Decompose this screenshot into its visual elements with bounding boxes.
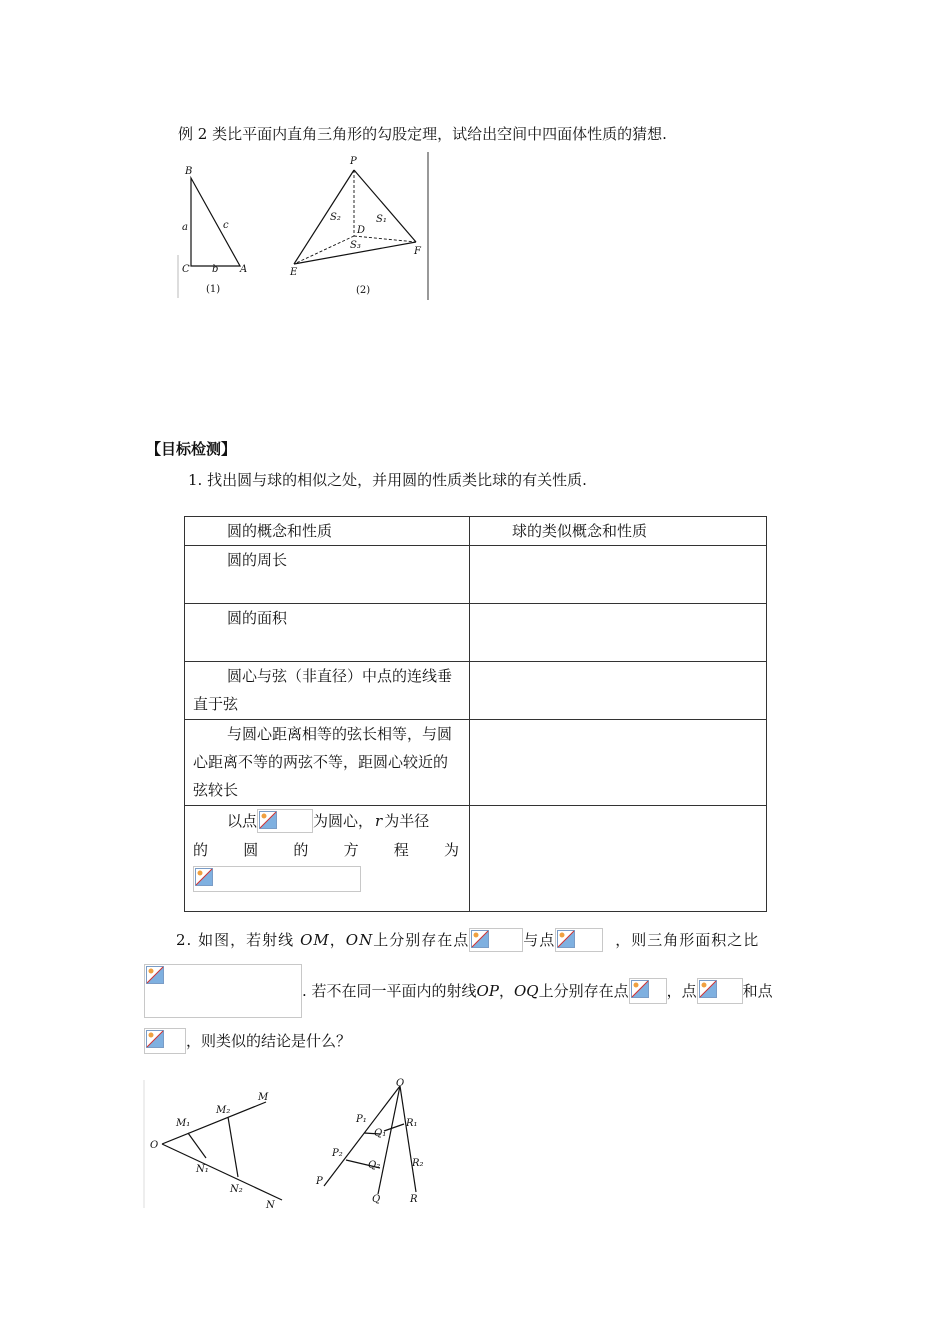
label-M1: M₁ — [176, 1118, 191, 1129]
label-A: A — [240, 264, 248, 275]
question-1-text: 1. 找出圆与球的相似之处，并用圆的性质类比球的有关性质. — [188, 471, 587, 489]
label-O-right: O — [396, 1078, 405, 1089]
image-placeholder — [469, 928, 523, 952]
label-F: F — [414, 246, 421, 257]
label-a: a — [182, 222, 188, 233]
label-M: M — [258, 1092, 269, 1103]
image-placeholder — [555, 928, 603, 952]
label-P: P — [316, 1176, 323, 1187]
broken-image-icon — [699, 980, 717, 998]
label-E: E — [290, 267, 298, 278]
table-cell-circle: 圆的面积 — [185, 604, 470, 662]
label-Q1: Q₁ — [374, 1128, 387, 1139]
table-cell-sphere-answer[interactable] — [470, 604, 767, 662]
table-row — [185, 604, 767, 662]
label-N: N — [266, 1200, 275, 1211]
label-S3: S₃ — [350, 240, 361, 251]
triangle-abc — [191, 178, 240, 266]
question-2-line-2: . 若不在同一平面内的射线 OP ， OQ 上分别存在点 ，点 和点 — [144, 964, 773, 1018]
label-S2: S₂ — [330, 212, 341, 223]
label-Q2: Q₂ — [368, 1160, 381, 1171]
label-R: R — [410, 1194, 418, 1205]
image-placeholder — [144, 1028, 186, 1054]
table-header-row — [185, 517, 767, 546]
label-R2: R₂ — [412, 1158, 424, 1169]
figure-rays-op-oq-or — [312, 1076, 442, 1212]
broken-image-icon — [146, 1030, 164, 1048]
figure-tetrahedron — [286, 152, 432, 302]
question-2-line-3: ，则类似的结论是什么？ — [144, 1028, 351, 1054]
label-P2: P₂ — [332, 1148, 343, 1159]
figure-right-triangle — [176, 160, 266, 300]
spread-text-row: 的 圆 的 方 程 为 — [193, 841, 459, 859]
broken-image-icon — [557, 930, 575, 948]
image-placeholder — [193, 866, 361, 892]
image-placeholder — [629, 978, 667, 1004]
label-Q: Q — [372, 1194, 381, 1205]
broken-image-icon — [146, 966, 164, 984]
table-row — [185, 662, 767, 720]
label-N1: N₁ — [196, 1164, 209, 1175]
label-N2: N₂ — [230, 1184, 243, 1195]
label-C: C — [182, 264, 190, 275]
table-row — [185, 546, 767, 604]
caption-2: (2) — [356, 285, 371, 296]
table-cell-sphere-answer[interactable] — [470, 720, 767, 806]
caption-1: (1) — [206, 284, 221, 295]
label-R1: R₁ — [406, 1118, 418, 1129]
example-2-text: 例 2 类比平面内直角三角形的勾股定理，试给出空间中四面体性质的猜想. — [178, 125, 667, 143]
label-b: b — [212, 264, 219, 275]
table-header-sphere: 球的类似概念和性质 — [470, 517, 767, 546]
table-row — [185, 806, 767, 912]
label-M2: M₂ — [216, 1105, 231, 1116]
image-placeholder — [144, 964, 302, 1018]
table-cell-circle: 圆的周长 — [185, 546, 470, 604]
broken-image-icon — [195, 868, 213, 886]
broken-image-icon — [259, 811, 277, 829]
question-2-line-1: 2. 如图，若射线 OM ， ON 上分别存在点 与点 ，则三角形面积之比 — [176, 928, 759, 952]
table-cell-sphere-answer[interactable] — [470, 806, 767, 912]
table-header-circle: 圆的概念和性质 — [185, 517, 470, 546]
label-P1: P₁ — [356, 1114, 367, 1125]
label-O-left: O — [150, 1140, 159, 1151]
table-cell-sphere-answer[interactable] — [470, 662, 767, 720]
label-c: c — [223, 220, 229, 231]
section-heading: 【目标检测】 — [146, 440, 237, 458]
label-P: P — [350, 156, 357, 167]
label-D: D — [357, 225, 366, 236]
table-cell-circle-equation: 以点 为圆心， r 为半径 的 圆 的 方 程 为 — [185, 806, 470, 912]
figure-rays-om-on — [142, 1080, 292, 1212]
label-S1: S₁ — [376, 214, 387, 225]
broken-image-icon — [631, 980, 649, 998]
table-row — [185, 720, 767, 806]
image-placeholder — [257, 809, 313, 833]
table-cell-circle: 与圆心距离相等的弦长相等，与圆心距离不等的两弦不等，距圆心较近的弦较长 — [185, 720, 470, 806]
table-cell-sphere-answer[interactable] — [470, 546, 767, 604]
broken-image-icon — [471, 930, 489, 948]
table-cell-circle: 圆心与弦（非直径）中点的连线垂直于弦 — [185, 662, 470, 720]
image-placeholder — [697, 978, 743, 1004]
label-B: B — [185, 166, 193, 177]
comparison-table — [184, 516, 767, 912]
